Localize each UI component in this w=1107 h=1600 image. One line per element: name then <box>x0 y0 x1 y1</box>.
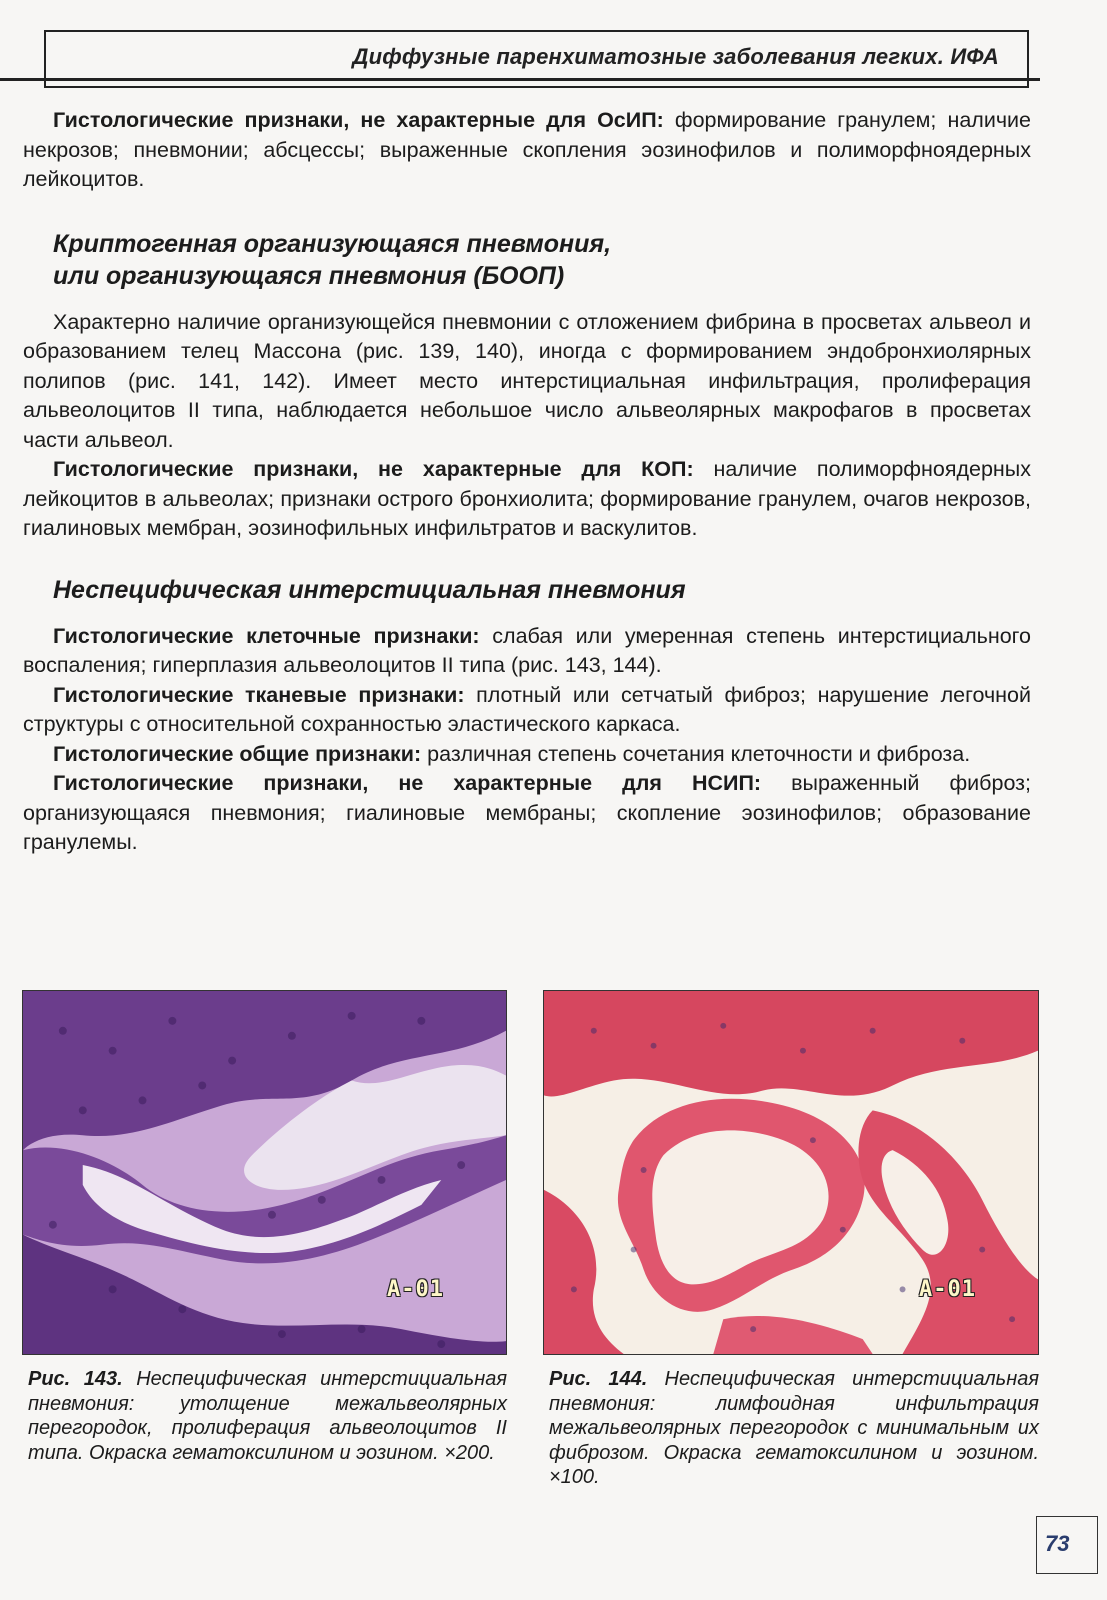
figure-143-caption-text: Неспецифическая интерстициальная пневмония: утолщение межальвеолярных перегородок, пролиферация альвеолоцитов II типа. Окраска гематоксилином и эозином. ×200. <box>28 1368 508 1464</box>
micrograph-144-label: A-01 <box>919 1277 976 1302</box>
kop-paragraph-2-lead: Гистологические признаки, не характерные для КОП: <box>53 457 694 481</box>
figure-143-number: Рис. 143. <box>28 1368 123 1390</box>
figure-144-caption-text: Неспецифическая интерстициальная пневмония: лимфоидная инфильтрация межальвеолярных перегородок с минимальным их фиброзом. Окраска гематоксилином и эозином. ×100. <box>549 1368 1039 1488</box>
figure-144 <box>543 990 1039 1510</box>
page-number: 73 <box>1045 1531 1070 1556</box>
section-heading-nsip: Неспецифическая интерстициальная пневмония <box>53 575 686 604</box>
nsip-cellular-lead: Гистологические клеточные признаки: <box>53 623 480 648</box>
nsip-paragraph-general <box>23 740 1031 770</box>
intro-text: формирование гранулем; наличие некрозов; пневмонии; абсцессы; выраженные скопления эозинофилов и полиморфноядерных лейкоцитов. <box>23 108 1031 191</box>
kop-paragraph-2 <box>23 455 1031 544</box>
nsip-general-text: различная степень сочетания клеточности и фиброза. <box>421 741 971 766</box>
figure-143 <box>22 990 507 1485</box>
main-text <box>23 106 1031 858</box>
nsip-paragraph-tissue <box>23 681 1031 740</box>
figure-144-number: Рис. 144. <box>549 1368 648 1390</box>
nsip-cellular-text: слабая или умеренная степень интерстициального воспаления; гиперплазия альвеолоцитов II типа (рис. 143, 144). <box>23 623 1031 677</box>
nsip-paragraph-exclusions <box>23 769 1031 858</box>
intro-lead: Гистологические признаки, не характерные для ОсИП: <box>53 108 664 132</box>
micrograph-143 <box>22 990 507 1355</box>
nsip-tissue-text: плотный или сетчатый фиброз; нарушение легочной структуры с относительной сохранностью эластического каркаса. <box>23 682 1031 736</box>
page-number-box <box>1036 1516 1098 1574</box>
micrograph-144 <box>543 990 1039 1355</box>
intro-paragraph <box>23 106 1031 195</box>
nsip-exclusions-text: выраженный фиброз; организующаяся пневмония; гиалиновые мембраны; скопление эозинофилов; образование гранулемы. <box>23 771 1031 854</box>
nsip-tissue-lead: Гистологические тканевые признаки: <box>53 682 465 707</box>
section-heading-kop-line2: или организующаяся пневмония (БООП) <box>53 261 565 290</box>
running-header-title: Диффузные паренхиматозные заболевания легких. ИФА <box>352 44 999 69</box>
figure-143-caption <box>22 1367 507 1465</box>
nsip-paragraph-cellular <box>23 622 1031 681</box>
section-heading-kop-line1: Криптогенная организующаяся пневмония, <box>53 229 612 258</box>
figure-144-caption <box>543 1367 1039 1490</box>
nsip-general-lead: Гистологические общие признаки: <box>53 741 422 766</box>
section-heading-kop <box>23 228 1031 292</box>
kop-paragraph-2-text: наличие полиморфноядерных лейкоцитов в альвеолах; признаки острого бронхиолита; формирование гранулем, очагов некрозов, гиалиновых мембран, эозинофильных инфильтратов и васкулитов. <box>23 457 1031 540</box>
running-header <box>44 30 1029 88</box>
micrograph-143-label: A-01 <box>387 1277 444 1302</box>
kop-paragraph-1: Характерно наличие организующейся пневмонии с отложением фибрина в просветах альвеол и образованием телец Массона (рис. 139, 140), иногда с формированием эндобронхиолярных полипов (рис. 141, 142). Имеет место интерстициальная инфильтрация, пролиферация альвеолоцитов II типа, наблюдается небольшое число альвеолярных макрофагов в просветах части альвеол. <box>23 309 1031 452</box>
nsip-exclusions-lead: Гистологические признаки, не характерные для НСИП: <box>53 771 762 795</box>
